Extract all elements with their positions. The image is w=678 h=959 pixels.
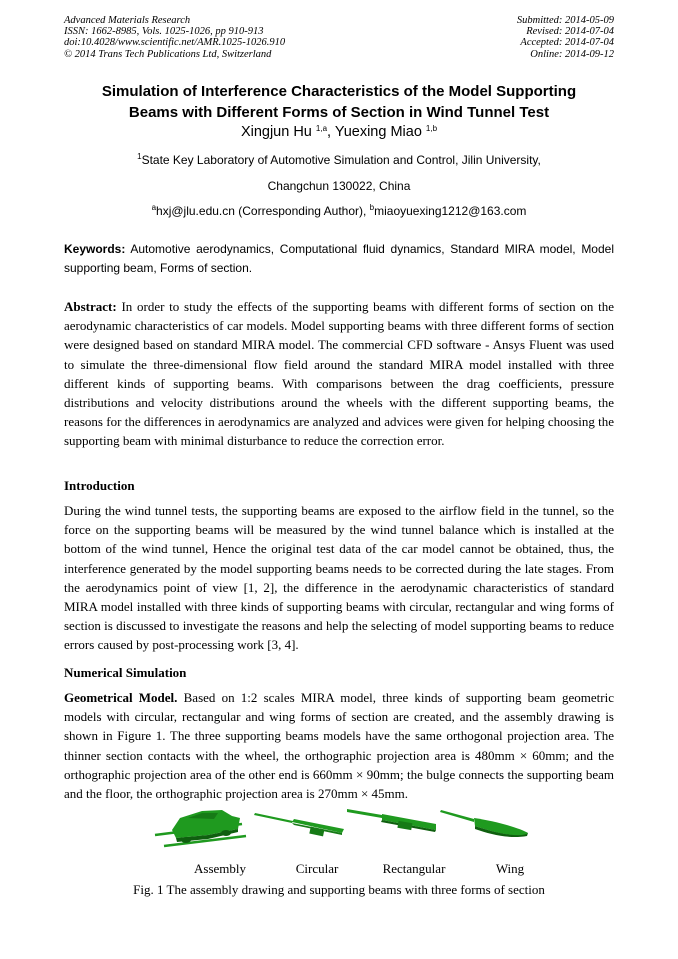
- abstract-label: Abstract:: [64, 299, 117, 314]
- email-a: hxj@jlu.edu.cn (Corresponding Author),: [156, 204, 370, 218]
- introduction-heading: Introduction: [64, 478, 135, 493]
- abstract: [64, 297, 614, 451]
- accepted-date: Accepted: 2014-07-04: [520, 37, 614, 49]
- affiliation-line-1: [40, 153, 638, 167]
- abstract-text: In order to study the effects of the supporting beams with different forms of section on the aerodynamic characteristics of car models. Model supporting beams with three different forms of section were designed based on standard MIRA model. The commercial CFD software - Ansys Fluent was used to simulate the three-dimensional flow field around the standard MIRA model installed with three different kinds of supporting beams. With comparisons between the drag coefficients, pressure distributions and velocity distributions around the wheels with the different supporting beams, the reasons for the differences in aerodynamics are analyzed and advices were given for helping choosing the supporting beam with minimal disturbance to reduce the correction error.: [64, 299, 614, 449]
- figure-label-rectangular: Rectangular: [382, 861, 446, 876]
- affiliation-line-2: Changchun 130022, China: [267, 179, 411, 193]
- journal-name: Advanced Materials Research: [64, 15, 191, 26]
- circular-beam-drawing: [254, 813, 344, 836]
- keywords-label: Keywords:: [64, 242, 126, 256]
- rectangular-beam-drawing: [347, 809, 436, 832]
- author-1: Xingjun Hu: [240, 124, 312, 140]
- figure-label-assembly: Assembly: [194, 861, 246, 876]
- author-2-affil: 1,b: [425, 124, 438, 133]
- issn-line: ISSN: 1662-8985, Vols. 1025-1026, pp 910-913: [64, 26, 264, 38]
- submitted-date: Submitted: 2014-05-09: [516, 15, 614, 26]
- affiliation-text: State Key Laboratory of Automotive Simulation and Control, Jilin University,: [141, 153, 541, 167]
- figure-label-circular: Circular: [295, 861, 339, 876]
- email-b: miaoyuexing1212@163.com: [374, 204, 527, 218]
- keywords: [64, 240, 614, 278]
- title-line-1: Simulation of Interference Characteristics of the Model Supporting: [101, 83, 577, 100]
- doi-line: doi:10.4028/www.scientific.net/AMR.1025-1026.910: [64, 37, 286, 49]
- online-date: Online: 2014-09-12: [530, 48, 614, 60]
- email-a-sup: a: [151, 203, 157, 212]
- figure-1-caption: Fig. 1 The assembly drawing and supporting beams with three forms of section: [133, 882, 545, 897]
- geometrical-model-text: Based on 1:2 scales MIRA model, three kinds of supporting beam geometric models with circular, rectangular and wing forms of section are created, and the assembly drawing is shown in Figure 1. The three supporting beams models have the same orthogonal projection area. The thinner section contacts with the wheel, the orthographic projection area is 480mm × 60mm; and the orthographic projection area of the other end is 660mm × 90mm; the bulge connects the supporting beam and the floor, the orthographic projection area is 270mm × 45mm.: [64, 690, 614, 802]
- figure-label-wing: Wing: [495, 861, 525, 876]
- journal-header-right: [517, 15, 614, 60]
- emails: [40, 204, 638, 218]
- figure-1-drawing: [150, 802, 530, 854]
- geometrical-model-paragraph: [64, 688, 614, 803]
- revised-date: Revised: 2014-07-04: [526, 26, 614, 38]
- author-1-affil: 1,a: [315, 124, 328, 133]
- geometrical-model-label: Geometrical Model.: [64, 690, 178, 705]
- keywords-text: Automotive aerodynamics, Computational fluid dynamics, Standard MIRA model, Model supporting beam, Forms of section.: [64, 242, 614, 275]
- authors: [40, 124, 638, 140]
- author-separator: ,: [327, 124, 335, 140]
- assembly-drawing: [155, 810, 246, 846]
- affiliation-sup: 1: [137, 152, 142, 161]
- numerical-simulation-heading: Numerical Simulation: [64, 665, 187, 680]
- author-2: Yuexing Miao: [334, 124, 422, 140]
- email-b-sup: b: [369, 203, 375, 212]
- title-line-2: Beams with Different Forms of Section in Wind Tunnel Test: [128, 104, 550, 121]
- introduction-text: During the wind tunnel tests, the supporting beams are exposed to the airflow field in the tunnel, so the force on the supporting beams will be measured by the wind tunnel balance which is installed at the bottom of the wind tunnel, Hence the original test data of the car model cannot be obtained, thus, the interference generated by the model supporting beams needs to be corrected during the late stages. From the aerodynamics point of view [1, 2], the difference in the aerodynamic characteristics of standard MIRA model installed with three kinds of supporting beams with circular, rectangular and wing forms of section is discussed to investigate the reasons and help the selecting of model supporting beams to reduce errors caused by post-processing work [3, 4].: [64, 503, 614, 653]
- copyright-line: © 2014 Trans Tech Publications Ltd, Switzerland: [64, 48, 272, 60]
- journal-header-left: [64, 15, 285, 60]
- wing-beam-drawing: [440, 810, 528, 837]
- paper-title: [40, 81, 638, 123]
